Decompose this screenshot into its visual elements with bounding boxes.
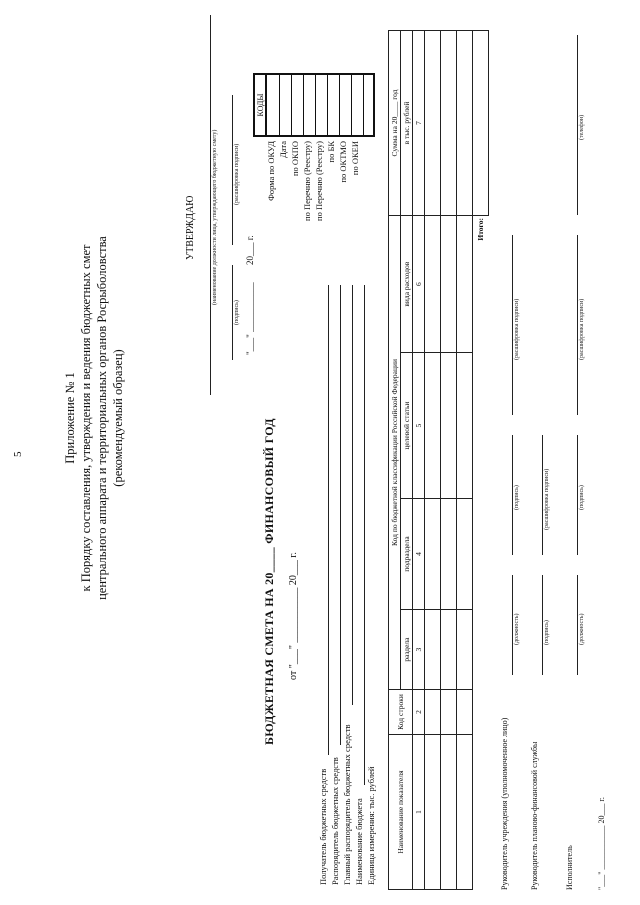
code-label-bk: по БК xyxy=(326,141,336,163)
page-number: 5 xyxy=(12,451,24,457)
code-label-okud: Форма по ОКУД xyxy=(266,141,276,201)
table-row xyxy=(457,31,473,890)
sign-exec-signature-line[interactable] xyxy=(577,435,578,555)
sign-exec-position-line[interactable] xyxy=(577,575,578,675)
col-row-code: Код строки xyxy=(389,690,413,735)
col-subsection: подраздела xyxy=(401,498,413,609)
sign-fin-signature-caption: (подпись) xyxy=(544,620,550,645)
sign-head-decoding-line[interactable] xyxy=(512,235,513,415)
code-label-okpo: по ОКПО xyxy=(290,141,300,177)
document-title: БЮДЖЕТНАЯ СМЕТА НА 20____ ФИНАНСОВЫЙ ГОД xyxy=(262,418,276,745)
table-cell[interactable] xyxy=(441,690,457,735)
approval-date: "___" ___________ xyxy=(245,282,255,355)
appendix-line-1: Приложение № 1 xyxy=(63,372,77,464)
total-label: Итого: xyxy=(476,218,486,241)
table-cell[interactable] xyxy=(425,690,441,735)
table-row xyxy=(441,31,457,890)
table-cell[interactable] xyxy=(425,31,441,216)
field-chief-manager: Главный распорядитель бюджетных средств xyxy=(342,724,352,885)
sign-exec-signature-caption: (подпись) xyxy=(579,485,585,510)
sign-fin-decoding-line[interactable] xyxy=(542,435,543,555)
table-cell[interactable] xyxy=(457,216,473,353)
table-cell[interactable] xyxy=(457,498,473,609)
total-value-cell[interactable] xyxy=(473,31,489,216)
codes-row-line xyxy=(327,75,328,135)
appendix-line-4: (рекомендуемый образец) xyxy=(111,349,125,487)
sign-head-signature-caption: (подпись) xyxy=(514,485,520,510)
table-cell[interactable] xyxy=(441,610,457,690)
document-date: от "___" ___________ 20___ г. xyxy=(288,552,299,680)
code-label-date: Дата xyxy=(278,141,288,158)
approval-title: УТВЕРЖДАЮ xyxy=(185,195,196,260)
table-cell: 3 xyxy=(413,610,425,690)
field-recipient: Получатель бюджетных средств xyxy=(318,768,328,885)
approval-year: 20___ г. xyxy=(245,235,255,265)
table-cell[interactable] xyxy=(425,498,441,609)
table-cell[interactable] xyxy=(457,353,473,499)
table-cell: 6 xyxy=(413,216,425,353)
field-recipient-line[interactable] xyxy=(328,285,329,755)
sign-exec-decoding-caption: (расшифровка подписи) xyxy=(579,298,585,360)
table-cell[interactable] xyxy=(425,353,441,499)
table-cell[interactable] xyxy=(457,690,473,735)
field-manager: Распорядитель бюджетных средств xyxy=(330,757,340,885)
table-cell: 7 xyxy=(413,31,425,216)
col-target-article: целевой статьи xyxy=(401,353,413,499)
approval-decoding-line[interactable] xyxy=(232,95,233,245)
field-budget-name-line[interactable] xyxy=(364,285,365,785)
codes-row-line xyxy=(363,75,364,135)
col-sum: Сумма на 20____ год xyxy=(389,31,401,216)
table-cell[interactable] xyxy=(441,735,457,890)
sign-exec-decoding-line[interactable] xyxy=(577,235,578,415)
sign-head-position-caption: (должность) xyxy=(514,613,520,645)
col-sum-unit: в тыс. рублей xyxy=(401,31,413,216)
table-cell: 1 xyxy=(413,735,425,890)
table-cell[interactable] xyxy=(425,216,441,353)
table-number-row xyxy=(413,31,425,890)
table-cell[interactable] xyxy=(457,735,473,890)
sign-fin-decoding-caption: (расшифровка подписи) xyxy=(544,468,550,530)
approval-position-line[interactable] xyxy=(210,15,211,395)
table-cell[interactable] xyxy=(441,216,457,353)
code-label-okei: по ОКЕИ xyxy=(350,141,360,176)
sign-exec-phone-caption: (телефон) xyxy=(579,114,585,140)
table-row xyxy=(425,31,441,890)
sign-head-position-line[interactable] xyxy=(512,575,513,675)
codes-row-line xyxy=(303,75,304,135)
code-label-registry-1: по Перечню (Реестру) xyxy=(302,141,312,221)
approval-signature-line[interactable] xyxy=(232,265,233,360)
sign-head-decoding-caption: (расшифровка подписи) xyxy=(514,298,520,360)
field-budget-name: Наименование бюджета xyxy=(354,798,364,885)
table-cell[interactable] xyxy=(425,610,441,690)
sign-head-label: Руководитель учреждения (уполномоченное лицо) xyxy=(500,717,509,890)
sign-fin-signature-line[interactable] xyxy=(542,575,543,675)
appendix-header xyxy=(62,193,126,643)
codes-row-line xyxy=(279,75,280,135)
appendix-line-2: к Порядку составления, утверждения и ведения бюджетных смет xyxy=(79,244,93,592)
table-cell: 4 xyxy=(413,498,425,609)
approval-decoding-caption: (расшифровка подписи) xyxy=(234,143,240,205)
sign-exec-phone-line[interactable] xyxy=(577,35,578,215)
codes-row-line xyxy=(315,75,316,135)
table-cell[interactable] xyxy=(441,31,457,216)
col-budget-classification: Код по бюджетной классификации Российской Федерации xyxy=(389,216,401,690)
estimate-table xyxy=(388,30,489,890)
table-cell: 5 xyxy=(413,353,425,499)
codes-row-line xyxy=(339,75,340,135)
code-label-oktmo: по ОКТМО xyxy=(338,141,348,183)
sign-fin-label: Руководитель планово-финансовой службы xyxy=(530,741,539,890)
codes-row-line xyxy=(291,75,292,135)
table-cell[interactable] xyxy=(457,31,473,216)
col-section: раздела xyxy=(401,610,413,690)
sign-exec-label: Исполнитель xyxy=(565,845,574,890)
approval-position-caption: (наименование должности лица, утверждающего бюджетную смету) xyxy=(212,129,218,305)
codes-header: КОДЫ xyxy=(253,73,267,137)
field-unit: Единица измерения: тыс. рублей xyxy=(366,766,376,885)
codes-row-line xyxy=(351,75,352,135)
col-indicator-name: Наименование показателя xyxy=(389,735,413,890)
table-total-row xyxy=(473,31,489,890)
table-cell[interactable] xyxy=(457,610,473,690)
table-cell: 2 xyxy=(413,690,425,735)
table-cell[interactable] xyxy=(441,498,457,609)
field-chief-manager-line[interactable] xyxy=(352,285,353,705)
field-manager-line[interactable] xyxy=(340,285,341,745)
code-label-registry-2: по Перечню (Реестру) xyxy=(314,141,324,221)
table-cell[interactable] xyxy=(441,353,457,499)
codes-box xyxy=(265,73,375,137)
appendix-line-3: центрального аппарата и территориальных органов Росрыболовства xyxy=(95,236,109,600)
sign-date: "___" ___________ 20___ г. xyxy=(597,797,606,890)
sign-head-signature-line[interactable] xyxy=(512,435,513,555)
sign-exec-position-caption: (должность) xyxy=(579,613,585,645)
col-expense-type: вида расходов xyxy=(401,216,413,353)
table-cell[interactable] xyxy=(425,735,441,890)
approval-signature-caption: (подпись) xyxy=(234,300,240,325)
